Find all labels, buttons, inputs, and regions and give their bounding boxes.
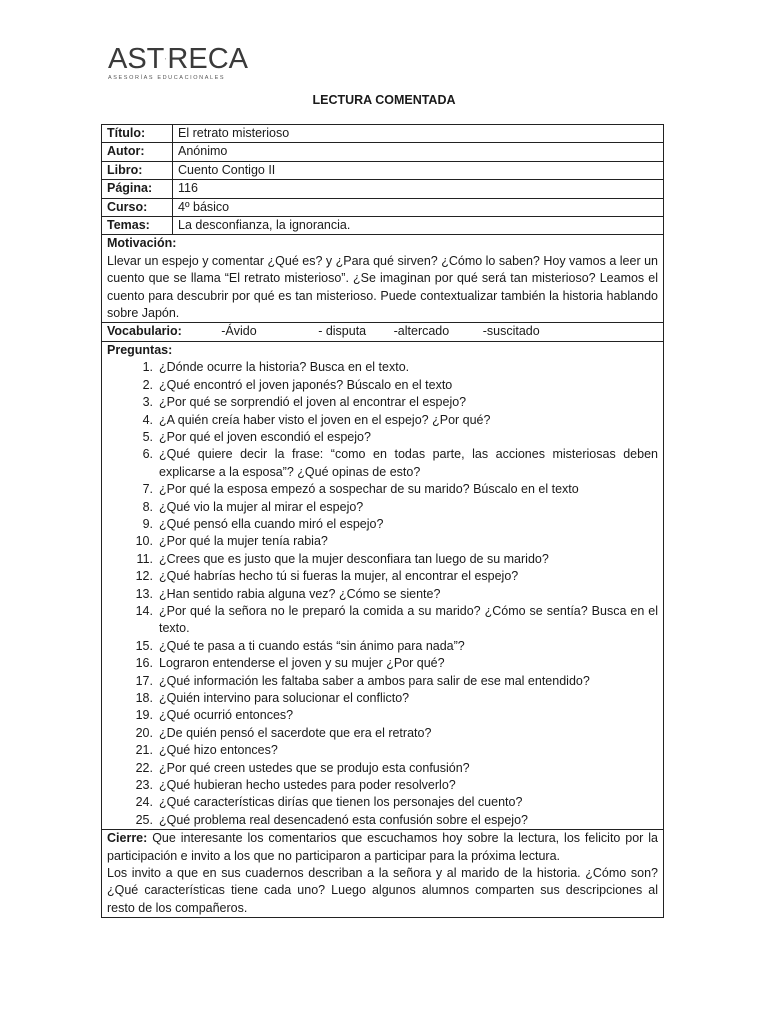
list-item (107, 638, 658, 655)
motivacion-text: Llevar un espejo y comentar ¿Qué es? y ¿Para qué sirven? ¿Cómo lo saben? Hoy vamos a leer un cuento que se llama “El retrato misterioso”. ¿Se imaginan por qué será tan misterioso? Leamos el cuento para descubrir por qué es tan misterioso. Puede contextualizar también la historia hablando sobre Japón. (107, 253, 658, 321)
list-item (107, 794, 658, 811)
field-label: Libro: (102, 161, 173, 179)
cierre-cell (102, 830, 664, 918)
row-titulo (102, 125, 664, 143)
list-item (107, 533, 658, 550)
logo-text-right: RECA (167, 43, 248, 75)
question-number: 3. (142, 395, 153, 410)
list-item (107, 673, 658, 690)
cierre-label: Cierre: (107, 831, 148, 846)
list-item (107, 481, 658, 498)
row-autor (102, 143, 664, 161)
cierre-paragraph-1 (107, 830, 658, 865)
question-text: Lograron entenderse el joven y su mujer ¿Por qué? (159, 656, 445, 671)
question-text: ¿Qué quiere decir la frase: “como en todas parte, las acciones misteriosas deben explicarse a la esposa”? ¿Qué opinas de esto? (159, 447, 658, 479)
question-number: 4. (142, 412, 153, 427)
question-text: ¿Por qué la señora no le preparó la comida a su marido? ¿Cómo se sentía? Busca en el texto. (159, 603, 658, 636)
question-text: ¿Por qué creen ustedes que se produjo esta confusión? (159, 760, 470, 775)
list-item (107, 812, 658, 829)
question-number: 22. (135, 760, 153, 775)
question-number: 16. (135, 656, 153, 671)
preguntas-cell (102, 341, 664, 829)
question-number: 9. (142, 516, 153, 531)
question-text: ¿Qué pensó ella cuando miró el espejo? (159, 516, 384, 531)
question-number: 13. (135, 586, 153, 601)
preguntas-list (107, 359, 658, 829)
question-number: 1. (142, 360, 153, 375)
field-value: Anónimo (173, 143, 664, 161)
list-item (107, 412, 658, 429)
question-number: 12. (135, 569, 153, 584)
field-label: Título: (102, 125, 173, 143)
question-number: 15. (135, 638, 153, 653)
row-cierre (102, 830, 664, 918)
motivacion-cell (102, 235, 664, 323)
list-item (107, 586, 658, 603)
question-text: ¿Qué te pasa a ti cuando estás “sin ánimo para nada”? (159, 638, 465, 653)
question-number: 14. (135, 603, 153, 618)
question-number: 21. (135, 743, 153, 758)
list-item (107, 690, 658, 707)
list-item (107, 777, 658, 794)
list-item (107, 760, 658, 777)
vocab-word: -altercado (393, 324, 450, 339)
astoreca-logo (108, 44, 248, 84)
field-label: Curso: (102, 198, 173, 216)
list-item (107, 551, 658, 568)
list-item (107, 359, 658, 376)
field-label: Página: (102, 180, 173, 198)
list-item (107, 707, 658, 724)
cierre-text-1: Que interesante los comentarios que escuchamos hoy sobre la lectura, los felicito por la participación e invito a los que no participaron a participar para la próxima lectura. (107, 831, 658, 863)
list-item (107, 516, 658, 533)
list-item (107, 568, 658, 585)
question-text: ¿Qué habrías hecho tú si fueras la mujer, al encontrar el espejo? (159, 569, 519, 584)
list-item (107, 377, 658, 394)
list-item (107, 394, 658, 411)
field-value: 4º básico (173, 198, 664, 216)
field-value: La desconfianza, la ignorancia. (173, 217, 664, 235)
question-text: ¿Quién intervino para solucionar el conflicto? (159, 691, 410, 705)
question-text: ¿Qué ocurrió entonces? (159, 708, 294, 723)
row-pagina (102, 180, 664, 198)
list-item (107, 429, 658, 446)
question-text: ¿Qué información les faltaba saber a ambos para salir de ese mal entendido? (159, 673, 590, 688)
logo-wordmark (108, 44, 248, 74)
question-number: 10. (135, 534, 153, 549)
question-number: 5. (142, 429, 153, 444)
row-temas (102, 217, 664, 235)
list-item (107, 742, 658, 759)
question-number: 6. (142, 447, 153, 462)
vocab-word: - disputa (318, 324, 367, 339)
question-number: 2. (142, 377, 153, 392)
vocabulario-label: Vocabulario: (107, 324, 182, 339)
question-number: 17. (135, 673, 153, 688)
field-value: El retrato misterioso (173, 125, 664, 143)
question-text: ¿Crees que es justo que la mujer desconfiara tan luego de su marido? (159, 551, 549, 566)
question-number: 25. (135, 812, 153, 827)
row-libro (102, 161, 664, 179)
logo-text-left: AST (108, 43, 165, 75)
document-title: LECTURA COMENTADA (312, 93, 456, 107)
question-number: 19. (135, 708, 153, 723)
list-item (107, 499, 658, 516)
logo-subtitle: ASESORÍAS EDUCACIONALES (108, 75, 226, 81)
lesson-table (101, 124, 664, 918)
question-text: ¿Qué características dirías que tienen los personajes del cuento? (159, 795, 523, 810)
question-number: 8. (142, 499, 153, 514)
heart-icon (165, 47, 166, 71)
row-motivacion (102, 235, 664, 323)
vocab-word: -suscitado (482, 324, 540, 339)
field-value: Cuento Contigo II (173, 161, 664, 179)
row-vocabulario (102, 323, 664, 341)
vocabulario-cell (102, 323, 664, 341)
cierre-text-2: Los invito a que en sus cuadernos describan a la señora y al marido de la historia. ¿Cómo son? ¿Qué características tiene cada uno? Luego algunos alumnos comparten sus descripciones al resto de los compañeros. (107, 866, 658, 915)
question-number: 7. (142, 482, 153, 497)
row-preguntas (102, 341, 664, 829)
question-text: ¿A quién creía haber visto el joven en el espejo? ¿Por qué? (159, 412, 491, 427)
question-text: ¿Han sentido rabia alguna vez? ¿Cómo se siente? (159, 586, 441, 601)
question-text: ¿Qué problema real desencadenó esta confusión sobre el espejo? (159, 812, 528, 827)
question-text: ¿Qué hubieran hecho ustedes para poder resolverlo? (159, 778, 456, 793)
field-label: Autor: (102, 143, 173, 161)
vocab-word: -Ávido (221, 324, 257, 339)
question-text: ¿Por qué la esposa empezó a sospechar de su marido? Búscalo en el texto (159, 482, 579, 497)
field-label: Temas: (102, 217, 173, 235)
question-text: ¿De quién pensó el sacerdote que era el retrato? (159, 725, 432, 740)
field-value: 116 (173, 180, 664, 198)
question-text: ¿Por qué la mujer tenía rabia? (159, 534, 328, 549)
question-text: ¿Qué hizo entonces? (159, 743, 278, 758)
question-text: ¿Por qué el joven escondió el espejo? (159, 429, 371, 444)
list-item (107, 655, 658, 672)
list-item (107, 446, 658, 481)
preguntas-label: Preguntas: (107, 342, 173, 357)
question-text: ¿Dónde ocurre la historia? Busca en el texto. (159, 360, 410, 375)
question-text: ¿Qué vio la mujer al mirar el espejo? (159, 499, 364, 514)
question-number: 24. (135, 795, 153, 810)
question-number: 20. (135, 725, 153, 740)
motivacion-label: Motivación: (107, 236, 177, 251)
question-number: 23. (135, 778, 153, 793)
list-item (107, 603, 658, 638)
question-number: 11. (136, 551, 153, 566)
question-number: 18. (135, 691, 153, 705)
question-text: ¿Por qué se sorprendió el joven al encontrar el espejo? (159, 395, 467, 410)
list-item (107, 725, 658, 742)
row-curso (102, 198, 664, 216)
question-text: ¿Qué encontró el joven japonés? Búscalo en el texto (159, 377, 453, 392)
